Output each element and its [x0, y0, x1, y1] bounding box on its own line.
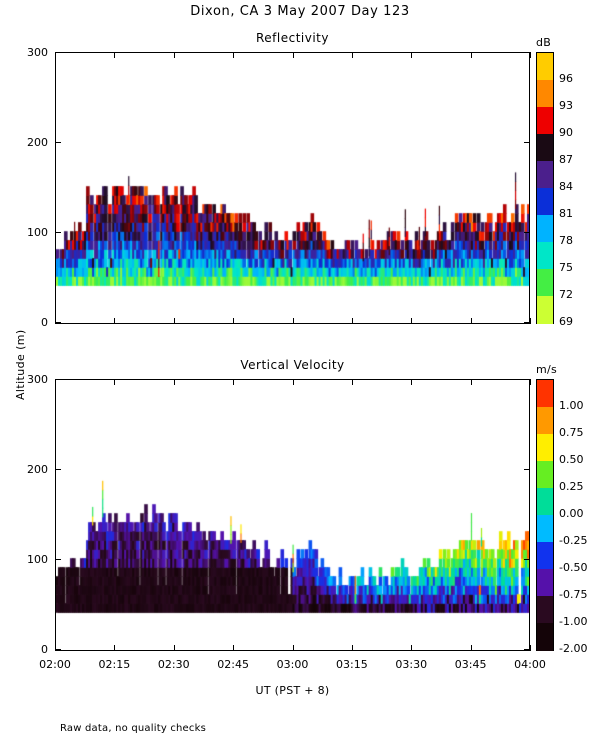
colorbar-tick-label: 72	[559, 288, 573, 301]
tickmark	[55, 318, 56, 324]
colorbar-tick-label: -0.25	[559, 534, 588, 547]
tickmark	[114, 645, 115, 651]
colorbar-segment	[537, 269, 553, 297]
tickmark	[530, 379, 531, 385]
tickmark	[411, 52, 412, 58]
tickmark	[352, 645, 353, 651]
ytick-reflectivity-200: 200	[27, 136, 48, 149]
colorbar-segment	[537, 161, 553, 189]
colorbar-reflectivity	[536, 52, 554, 324]
colorbar-tick-label: 81	[559, 207, 573, 220]
tickmark	[530, 318, 531, 324]
reflectivity-plot-area	[55, 52, 530, 324]
page-title: Dixon, CA 3 May 2007 Day 123	[190, 4, 410, 19]
colorbar-segment	[537, 515, 553, 543]
xtick-label: 02:30	[157, 658, 190, 671]
colorbar-title-db: dB	[536, 36, 552, 49]
tickmark	[524, 469, 530, 470]
tickmark	[411, 318, 412, 324]
tickmark	[233, 379, 234, 385]
colorbar-segment	[537, 107, 553, 135]
colorbar-tick-label: 87	[559, 153, 573, 166]
tickmark	[293, 379, 294, 385]
xtick-label: 03:30	[395, 658, 428, 671]
colorbar-segment	[537, 434, 553, 462]
colorbar-segment	[537, 296, 553, 324]
colorbar-tick-label: 0.00	[559, 507, 584, 520]
colorbar-tick-label: 0.25	[559, 480, 584, 493]
xaxis-label: UT (PST + 8)	[255, 684, 330, 697]
ytick-reflectivity-100: 100	[27, 226, 48, 239]
tickmark	[55, 645, 56, 651]
tickmark	[174, 52, 175, 58]
colorbar-segment	[537, 380, 553, 408]
vertical-velocity-heatmap-canvas	[56, 380, 529, 650]
tickmark	[524, 232, 530, 233]
tickmark	[55, 559, 61, 560]
colorbar-tick-label: 0.75	[559, 426, 584, 439]
xtick-label: 02:00	[39, 658, 71, 671]
ytick-reflectivity-0: 0	[41, 316, 48, 329]
tickmark	[114, 52, 115, 58]
colorbar-segment	[537, 134, 553, 162]
tickmark	[411, 379, 412, 385]
tickmark	[352, 318, 353, 324]
ytick-velocity-200: 200	[27, 463, 48, 476]
ytick-velocity-100: 100	[27, 553, 48, 566]
tickmark	[411, 645, 412, 651]
colorbar-tick-label: 93	[559, 99, 573, 112]
colorbar-tick-label: 78	[559, 234, 573, 247]
tickmark	[55, 379, 56, 385]
xtick-label: 04:00	[514, 658, 546, 671]
tickmark	[530, 645, 531, 651]
colorbar-segment	[537, 461, 553, 489]
colorbar-segment	[537, 488, 553, 516]
tickmark	[174, 318, 175, 324]
vertical-velocity-plot-area	[55, 379, 530, 651]
tickmark	[471, 52, 472, 58]
panel-title-vertical-velocity: Vertical Velocity	[240, 358, 345, 372]
tickmark	[471, 318, 472, 324]
tickmark	[174, 379, 175, 385]
colorbar-segment	[537, 542, 553, 570]
ytick-velocity-0: 0	[41, 643, 48, 656]
colorbar-vertical-velocity	[536, 379, 554, 651]
ytick-reflectivity-300: 300	[27, 46, 48, 59]
xtick-label: 03:00	[276, 658, 309, 671]
colorbar-segment	[537, 242, 553, 270]
tickmark	[233, 52, 234, 58]
tickmark	[352, 52, 353, 58]
xtick-label: 02:45	[217, 658, 249, 671]
tickmark	[524, 142, 530, 143]
colorbar-tick-label: 84	[559, 180, 573, 193]
xtick-label: 02:15	[98, 658, 131, 671]
colorbar-tick-label: 0.50	[559, 453, 584, 466]
colorbar-segment	[537, 596, 553, 624]
tickmark	[233, 645, 234, 651]
yaxis-label: Altitude (m)	[14, 329, 27, 400]
colorbar-tick-label: -0.50	[559, 561, 588, 574]
tickmark	[471, 645, 472, 651]
tickmark	[293, 645, 294, 651]
colorbar-segment	[537, 80, 553, 108]
tickmark	[55, 52, 56, 58]
colorbar-segment	[537, 53, 553, 81]
colorbar-segment	[537, 215, 553, 243]
colorbar-tick-label: 96	[559, 72, 573, 85]
tickmark	[293, 52, 294, 58]
tickmark	[524, 559, 530, 560]
reflectivity-heatmap-canvas	[56, 53, 529, 323]
colorbar-segment	[537, 569, 553, 597]
colorbar-tick-label: -0.75	[559, 588, 588, 601]
tickmark	[55, 469, 61, 470]
tickmark	[233, 318, 234, 324]
tickmark	[471, 379, 472, 385]
xtick-label: 03:15	[336, 658, 368, 671]
colorbar-tick-label: 75	[559, 261, 573, 274]
colorbar-segment	[537, 623, 553, 651]
colorbar-tick-label: -2.00	[559, 642, 588, 655]
tickmark	[114, 318, 115, 324]
tickmark	[174, 645, 175, 651]
colorbar-tick-label: -1.00	[559, 615, 588, 628]
ytick-velocity-300: 300	[27, 373, 48, 386]
xtick-label: 03:45	[454, 658, 487, 671]
tickmark	[530, 52, 531, 58]
footnote: Raw data, no quality checks	[60, 723, 207, 734]
colorbar-tick-label: 1.00	[559, 399, 584, 412]
tickmark	[55, 232, 61, 233]
colorbar-title-ms: m/s	[536, 363, 558, 376]
colorbar-tick-label: 69	[559, 315, 573, 328]
colorbar-tick-label: 90	[559, 126, 573, 139]
colorbar-segment	[537, 188, 553, 216]
tickmark	[114, 379, 115, 385]
tickmark	[293, 318, 294, 324]
panel-title-reflectivity: Reflectivity	[255, 31, 329, 45]
colorbar-segment	[537, 407, 553, 435]
tickmark	[55, 142, 61, 143]
tickmark	[352, 379, 353, 385]
